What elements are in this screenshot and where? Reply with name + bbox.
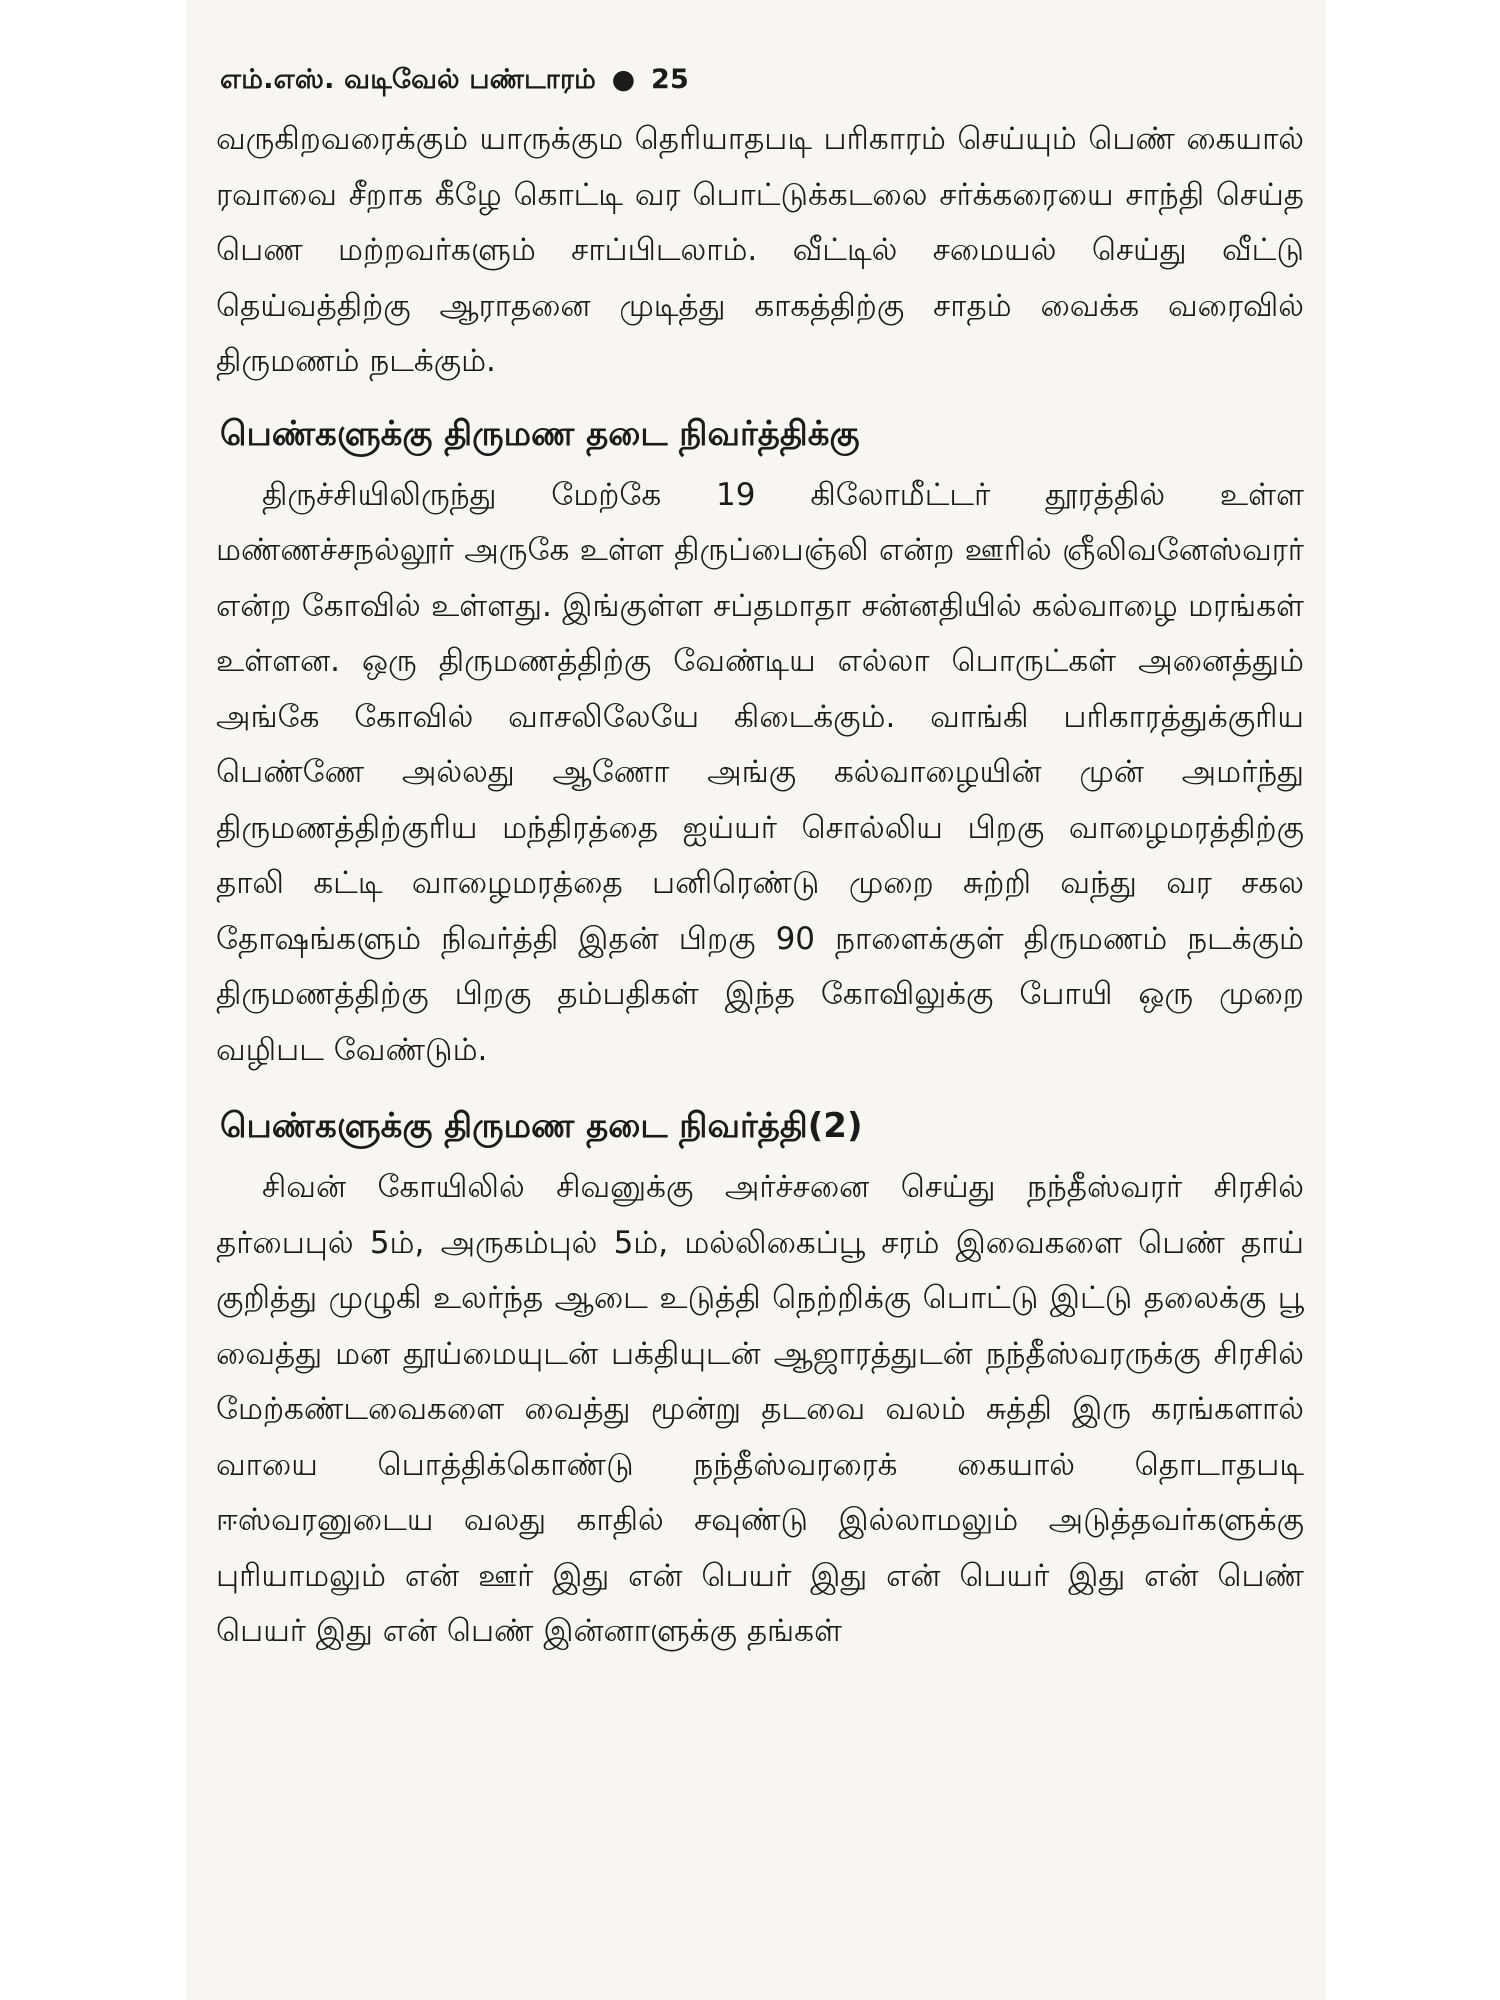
section-heading-2: பெண்களுக்கு திருமண தடை நிவர்த்தி(2) bbox=[220, 1106, 863, 1146]
page-number: 25 bbox=[651, 64, 690, 95]
paragraph-2: திருச்சியிலிருந்து மேற்கே 19 கிலோமீட்டர் தூரத்தில் உள்ள மண்ணச்சநல்லூர் அருகே உள்ள திருப்பைஞ்லி என்ற ஊரில் ஞீலிவனேஸ்வரர் என்ற கோவில் உள்ளது. இங்குள்ள சப்தமாதா சன்னதியில் கல்வாழை மரங்கள் உள்ளன. ஒரு திருமணத்திற்கு வேண்டிய எல்லா பொருட்கள் அனைத்தும் அங்கே கோவில் வாசலிலேயே கிடைக்கும். வாங்கி பரிகாரத்துக்குரிய பெண்ணே அல்லது ஆணோ அங்கு கல்வாழையின் முன் அமர்ந்து திருமணத்திற்குரிய மந்திரத்தை ஐய்யர் சொல்லிய பிறகு வாழைமரத்திற்கு தாலி கட்டி வாழைமரத்தை பனிரெண்டு முறை சுற்றி வந்து வர சகல தோஷங்களும் நிவர்த்தி இதன் பிறகு 90 நாளைக்குள் திருமணம் நடக்கும் திருமணத்திற்கு பிறகு தம்பதிகள் இந்த கோவிலுக்கு போயி ஒரு முறை வழிபட வேண்டும். bbox=[216, 476, 1304, 1068]
author-name: எம்.எஸ். வடிவேல் பண்டாரம் bbox=[220, 64, 597, 95]
section-heading-1: பெண்களுக்கு திருமண தடை நிவர்த்திக்கு bbox=[220, 413, 860, 454]
paragraph-1: வருகிறவரைக்கும் யாருக்கும தெரியாதபடி பரிகாரம் செய்யும் பெண் கையால் ரவாவை சீறாக கீழே கொட்டி வர பொட்டுக்கடலை சர்க்கரையை சாந்தி செய்த பெண மற்றவர்களும் சாப்பிடலாம். வீட்டில் சமையல் செய்து வீட்டு தெய்வத்திற்கு ஆராதனை முடித்து காகத்திற்கு சாதம் வைக்க வரைவில் திருமணம் நடக்கும். bbox=[216, 121, 1304, 379]
scan-margin bbox=[0, 0, 186, 2000]
book-page bbox=[186, 0, 1326, 2000]
running-head bbox=[220, 62, 1304, 98]
paragraph-3: சிவன் கோயிலில் சிவனுக்கு அர்ச்சனை செய்து நந்தீஸ்வரர் சிரசில் தர்பைபுல் 5ம், அருகம்புல் 5ம், மல்லிகைப்பூ சரம் இவைகளை பெண் தாய் குறித்து முழுகி உலர்ந்த ஆடை உடுத்தி நெற்றிக்கு பொட்டு இட்டு தலைக்கு பூ வைத்து மன தூய்மையுடன் பக்தியுடன் ஆஜாரத்துடன் நந்தீஸ்வரருக்கு சிரசில் மேற்கண்டவைகளை வைத்து மூன்று தடவை வலம் சுத்தி இரு கரங்களால் வாயை பொத்திக்கொண்டு நந்தீஸ்வரரைக் கையால் தொடாதபடி ஈஸ்வரனுடைய வலது காதில் சவுண்டு இல்லாமலும் அடுத்தவர்களுக்கு புரியாமலும் என் ஊர் இது என் பெயர் இது என் பெயர் இது என் பெண் பெயர் இது என் பெண் இன்னாளுக்கு தங்கள் bbox=[216, 1169, 1304, 1649]
bullet-icon: ● bbox=[611, 64, 636, 95]
